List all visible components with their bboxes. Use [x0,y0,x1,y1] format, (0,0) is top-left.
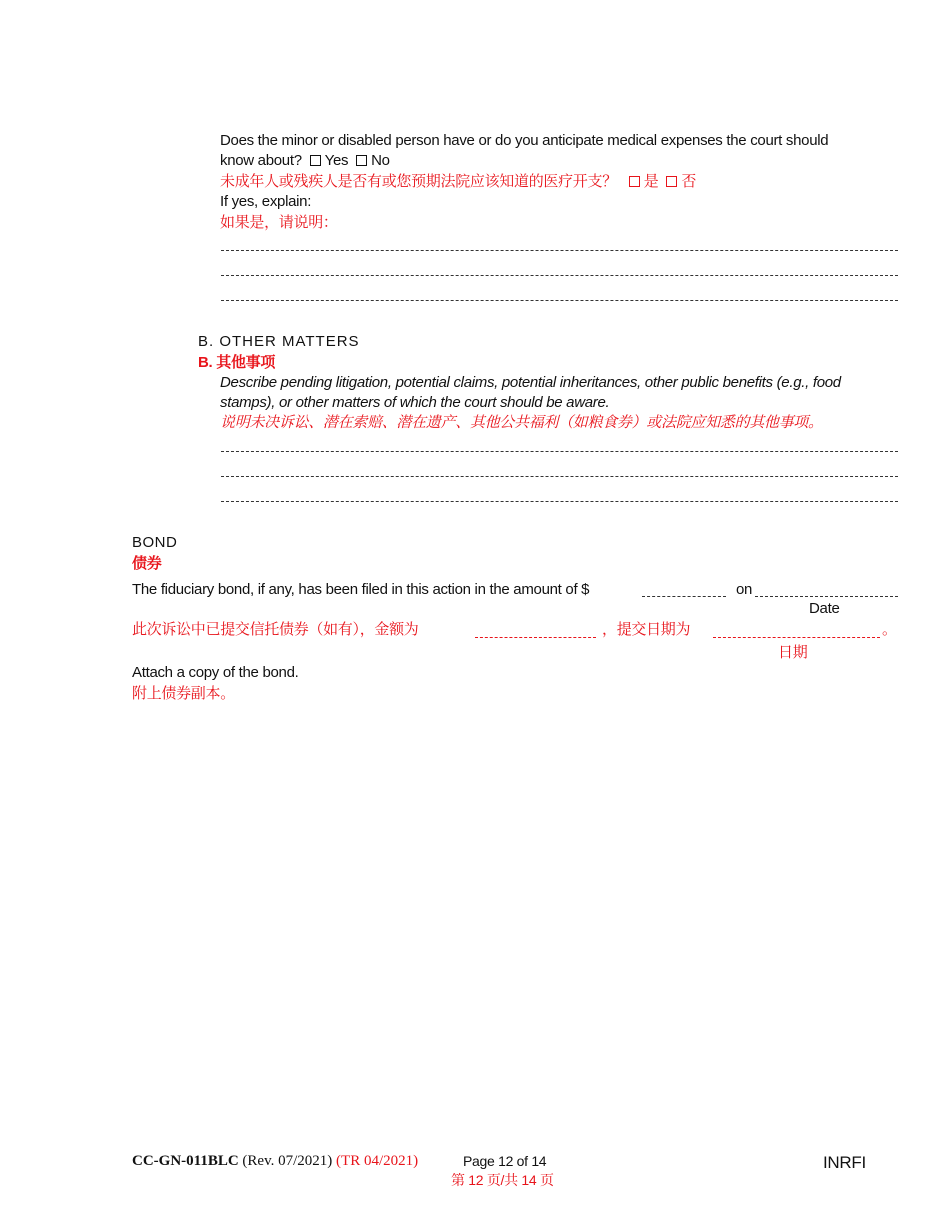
other-matters-line-3[interactable] [221,501,898,502]
other-matters-heading-en: B. OTHER MATTERS [198,333,360,350]
bond-statement-cn-1: 此次诉讼中已提交信托债券（如有），金额为 [132,621,419,638]
bond-attach-cn: 附上债券副本。 [132,685,235,702]
bond-statement-en: The fiduciary bond, if any, has been filed in this action in the amount of $ [132,581,590,598]
footer-page-cn: 第 12 页/共 14 页 [451,1172,554,1188]
yes-checkbox[interactable] [310,155,321,166]
footer-code: INRFI [823,1153,866,1172]
footer-form-info [132,1152,418,1170]
footer-form-id: CC-GN-011BLC [132,1153,239,1169]
yes-cn-checkbox[interactable] [629,176,640,187]
bond-on-label: on [736,581,753,598]
bond-date-field-cn[interactable] [713,637,880,638]
other-matters-desc-cn: 说明未决诉讼、潜在索赔、潜在遗产、其他公共福利（如粮食券）或法院应知悉的其他事项。 [220,414,823,431]
footer-tr: (TR 04/2021) [336,1153,419,1169]
explain-label-cn: 如果是，请说明： [220,214,338,231]
other-matters-desc-en-1: Describe pending litigation, potential claims, potential inheritances, other public benefits (e.g., food [220,374,841,391]
bond-statement-cn-2: ，提交日期为 [602,621,691,638]
bond-date-label-cn: 日期 [778,644,808,661]
bond-date-field[interactable] [755,596,898,597]
explain-line-2[interactable] [221,275,898,276]
no-cn-checkbox[interactable] [666,176,677,187]
bond-attach-en: Attach a copy of the bond. [132,664,299,681]
footer-rev: (Rev. 07/2021) [242,1153,333,1169]
yes-cn-label: 是 [643,173,659,190]
yes-label: Yes [324,152,349,169]
other-matters-line-1[interactable] [221,451,898,452]
medical-question-en-1: Does the minor or disabled person have or do you anticipate medical expenses the court should [220,132,829,149]
no-cn-label: 否 [681,173,697,190]
bond-amount-field[interactable] [642,596,726,597]
bond-date-label-en: Date [809,600,840,617]
no-label: No [371,152,390,169]
bond-amount-field-cn[interactable] [475,637,596,638]
explain-line-3[interactable] [221,300,898,301]
bond-statement-cn-end: 。 [882,621,897,638]
other-matters-heading-cn: B. 其他事项 [198,354,276,371]
medical-question-cn-text: 未成年人或残疾人是否有或您预期法院应该知道的医疗开支？ [220,173,617,190]
no-checkbox[interactable] [356,155,367,166]
medical-question-cn [220,173,696,191]
bond-heading-en: BOND [132,534,178,551]
footer-page-en: Page 12 of 14 [463,1153,547,1169]
explain-line-1[interactable] [221,250,898,251]
explain-label-en: If yes, explain: [220,193,312,210]
medical-question-en-2-text: know about? [220,152,302,169]
other-matters-line-2[interactable] [221,476,898,477]
other-matters-desc-en-2: stamps), or other matters of which the court should be aware. [220,394,610,411]
medical-question-en-2 [220,152,390,170]
bond-heading-cn: 债券 [132,555,162,572]
